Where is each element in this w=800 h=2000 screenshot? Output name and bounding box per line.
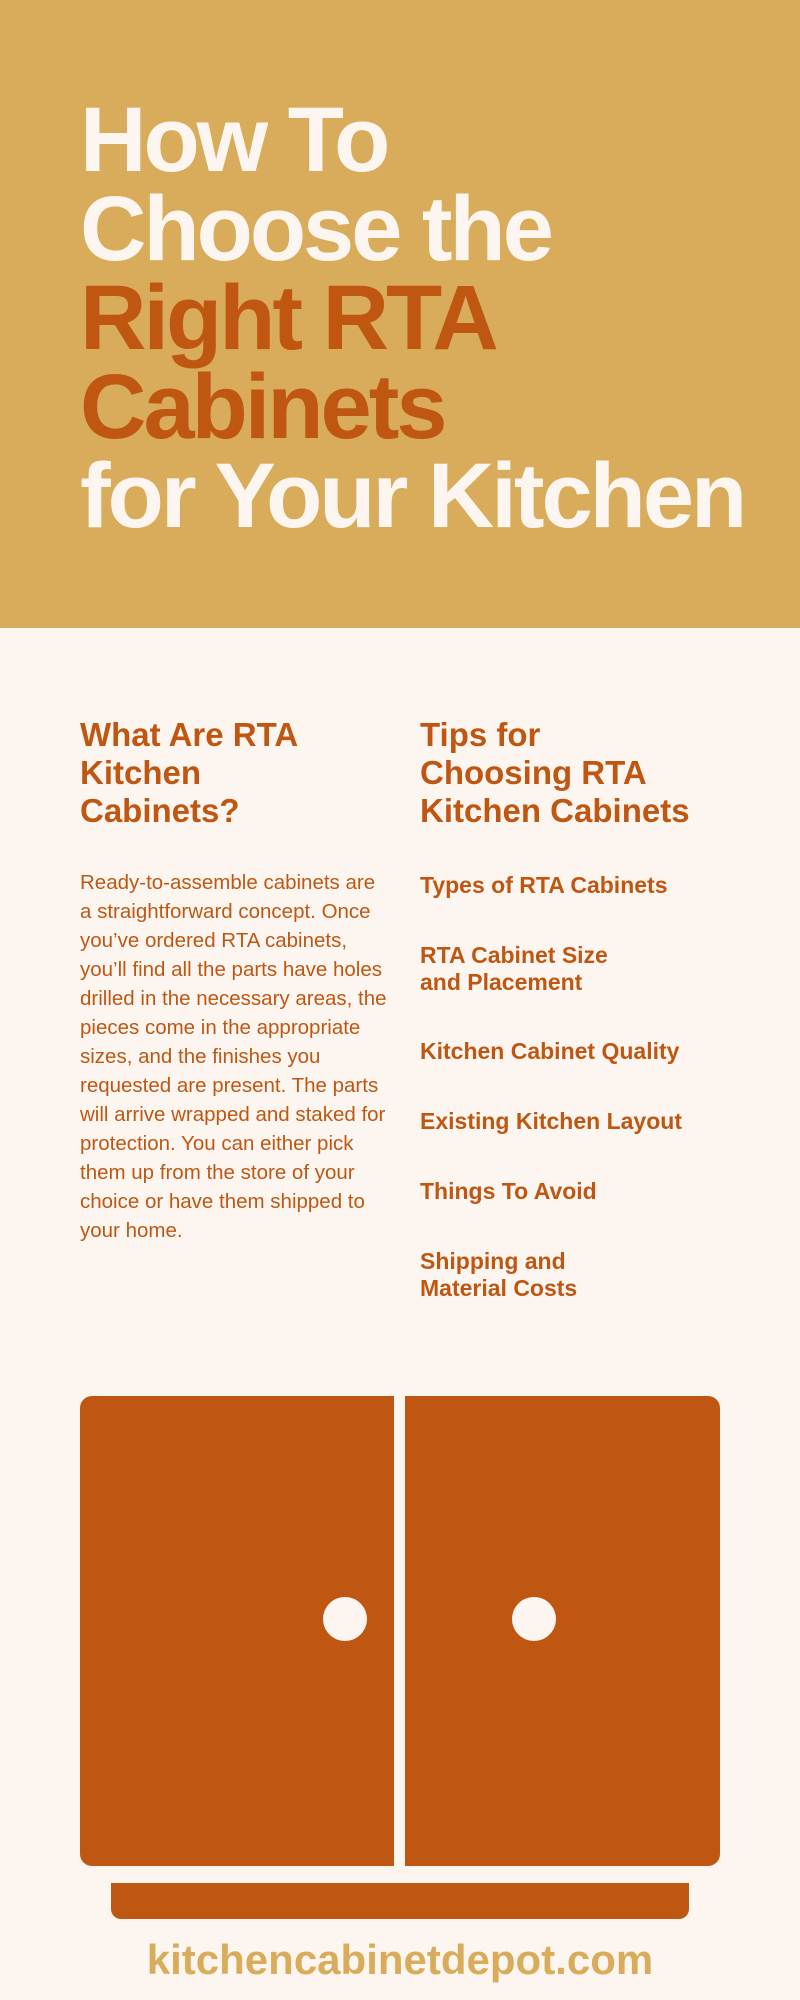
tip-line: RTA Cabinet Size: [420, 942, 608, 968]
tip-item: [420, 1038, 679, 1065]
heading-line: Choosing RTA: [420, 754, 647, 791]
heading-line: Kitchen: [80, 754, 202, 791]
tip-item: [420, 1248, 577, 1302]
title-line-1: How To: [80, 89, 388, 191]
cabinet-base: [111, 1883, 689, 1919]
cabinet-right-door: [405, 1396, 720, 1866]
rta-definition-body: Ready-to-assemble cabinets are a straightforward concept. Once you’ve ordered RTA cabinets, you’ll find all the parts have holes drilled in the necessary areas, the pieces come in the appropriate sizes, and the finishes you requested are present. The parts will arrive wrapped and staked for protection. You can either pick them up from the store of your choice or have them shipped to your home.: [80, 871, 387, 1242]
tip-line: and Placement: [420, 969, 583, 995]
tip-line: Things To Avoid: [420, 1178, 597, 1204]
tip-item: [420, 1108, 682, 1135]
tip-line: Kitchen Cabinet Quality: [420, 1038, 680, 1064]
heading-line: Kitchen Cabinets: [420, 792, 690, 829]
heading-line: What Are RTA: [80, 716, 299, 753]
tip-line: Material Costs: [420, 1275, 578, 1301]
tip-item: [420, 1178, 597, 1205]
tip-line: Types of RTA Cabinets: [420, 872, 668, 898]
heading-line: Cabinets?: [80, 792, 240, 829]
tips-section: [420, 716, 760, 830]
tip-item: [420, 872, 668, 899]
heading-line: Tips for: [420, 716, 541, 753]
cabinet-icon: [80, 1396, 720, 1866]
cabinet-left-door: [80, 1396, 394, 1866]
tips-heading: [420, 716, 760, 830]
website-url: kitchencabinetdepot.com: [146, 1936, 654, 1983]
rta-definition-section: [80, 716, 380, 830]
title-line-5: for Your Kitchen: [80, 445, 745, 547]
title-line-2: Choose the: [80, 178, 551, 280]
rta-definition-heading: [80, 716, 380, 830]
cabinet-knob-icon: [512, 1597, 556, 1641]
page-title: [80, 89, 780, 547]
title-line-4: Cabinets: [80, 356, 445, 458]
tip-line: Existing Kitchen Layout: [420, 1108, 682, 1134]
cabinet-knob-icon: [323, 1597, 367, 1641]
title-line-3: Right RTA: [80, 267, 496, 369]
tip-line: Shipping and: [420, 1248, 566, 1274]
header-banner: [0, 0, 800, 628]
tip-item: [420, 942, 608, 996]
